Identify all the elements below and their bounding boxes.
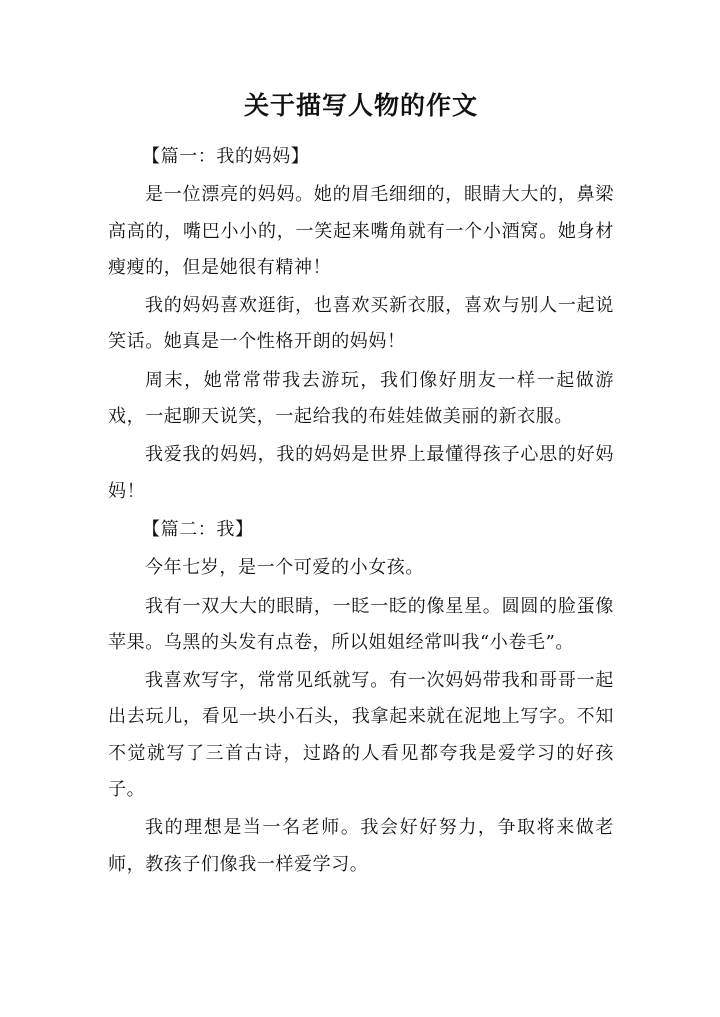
paragraph: 是一位漂亮的妈妈。她的眉毛细细的，眼睛大大的，鼻梁高高的，嘴巴小小的，一笑起来嘴角就有一个小酒窝。她身材瘦瘦的，但是她很有精神！	[108, 184, 614, 278]
document-body	[108, 139, 614, 885]
paragraph: 周末，她常常带我去游玩，我们像好朋友一样一起做游戏，一起聊天说笑，一起给我的布娃娃做美丽的新衣服。	[108, 369, 614, 428]
paragraph: 我有一双大大的眼睛，一眨一眨的像星星。圆圆的脸蛋像苹果。乌黑的头发有点卷，所以姐姐经常叫我“小卷毛”。	[108, 595, 614, 653]
paragraph: 我的妈妈喜欢逛街，也喜欢买新衣服，喜欢与别人一起说笑话。她真是一个性格开朗的妈妈！	[108, 295, 614, 353]
paragraph: 我喜欢写字，常常见纸就写。有一次妈妈带我和哥哥一起出去玩儿，看见一块小石头，我拿起来就在泥地上写字。不知不觉就写了三首古诗，过路的人看见都夸我是爱学习的好孩子。	[108, 670, 614, 801]
section-heading: 【篇一：我的妈妈】	[142, 146, 310, 167]
paragraph: 我的理想是当一名老师。我会好好努力，争取将来做老师，教孩子们像我一样爱学习。	[108, 817, 614, 875]
section-heading: 【篇二：我】	[142, 518, 254, 540]
document-title: 关于描写人物的作文	[243, 91, 478, 120]
paragraph: 我爱我的妈妈，我的妈妈是世界上最懂得孩子心思的好妈妈！	[108, 444, 614, 502]
paragraph: 今年七岁，是一个可爱的小女孩。	[145, 557, 424, 579]
